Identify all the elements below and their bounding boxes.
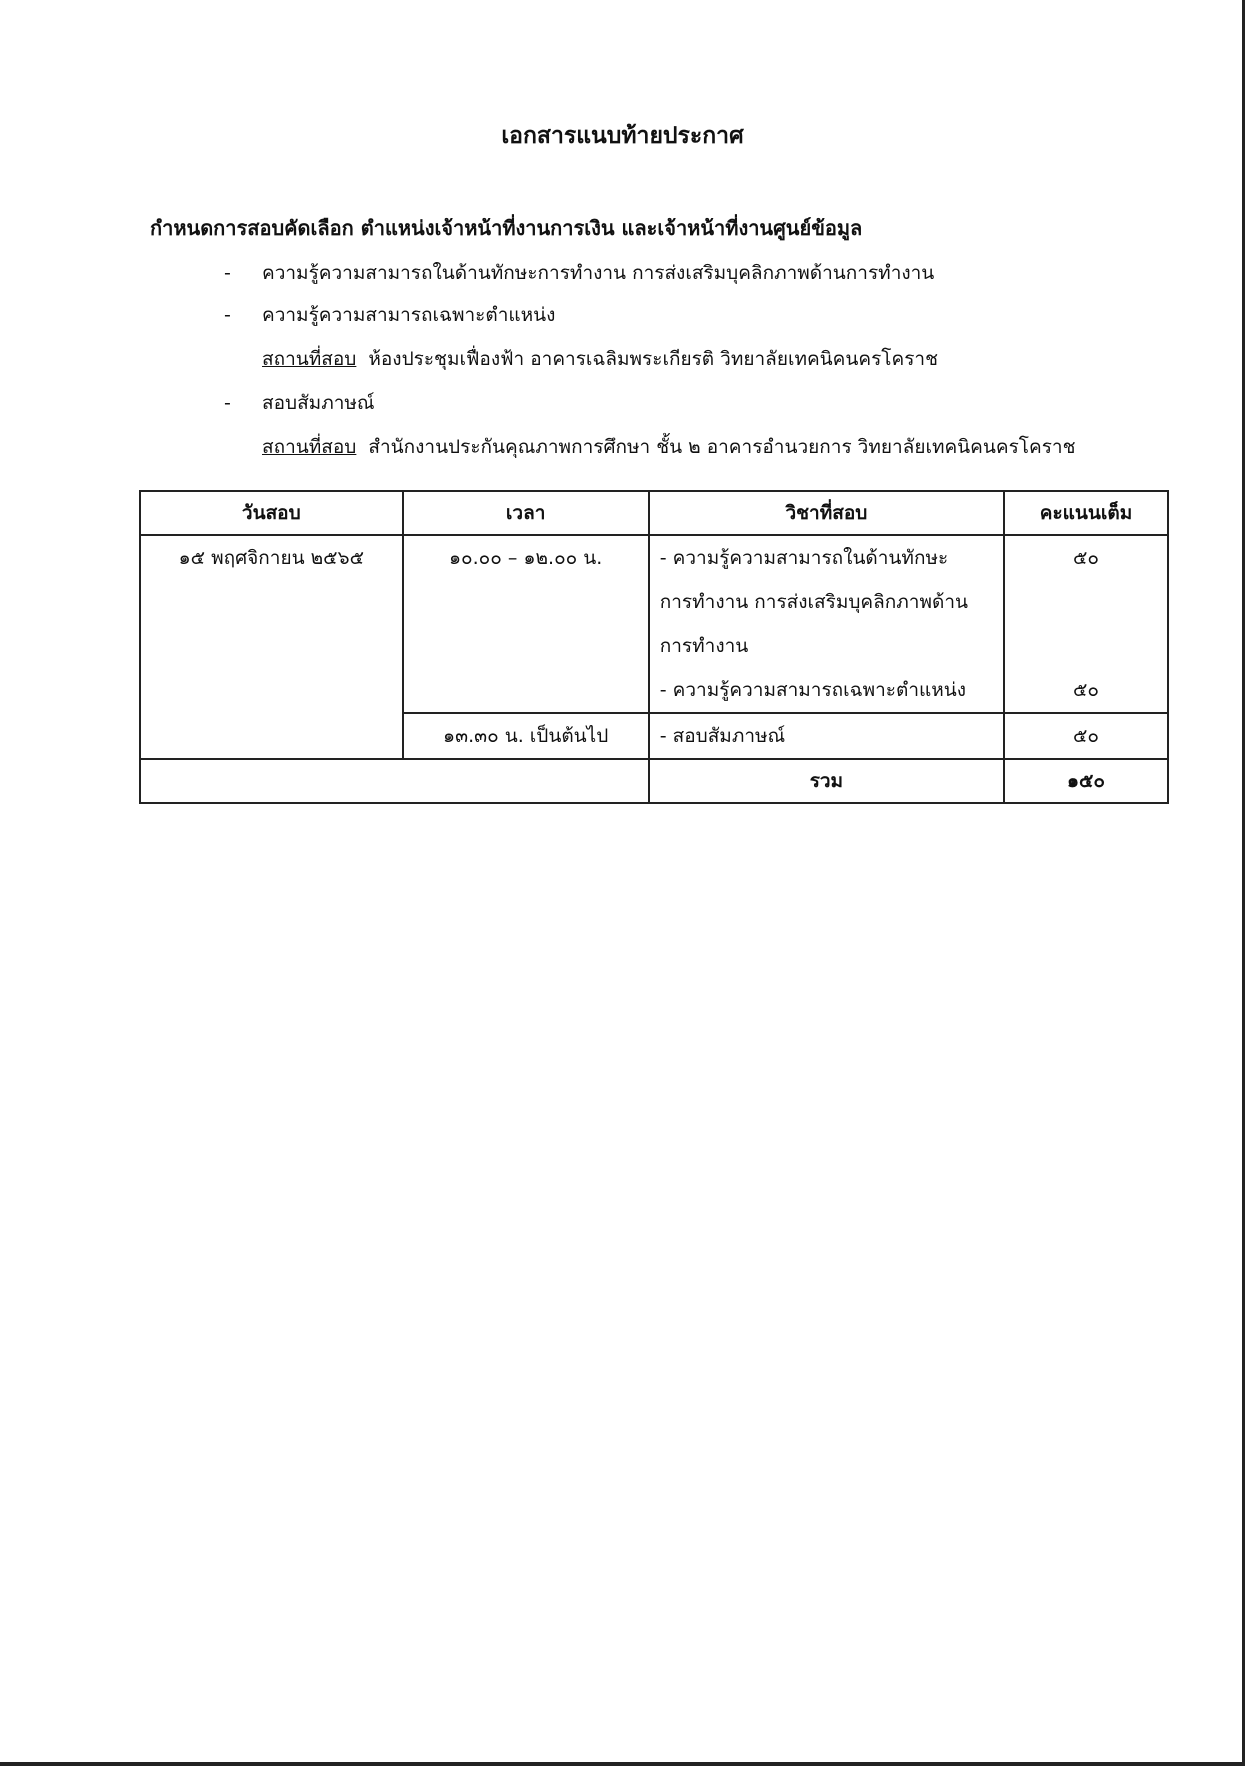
subject-line: - ความรู้ความสามารถในด้านทักษะ	[659, 547, 949, 569]
morning-score-cell	[1004, 535, 1168, 713]
list-item-position	[224, 300, 555, 330]
afternoon-subject-cell	[649, 713, 1004, 759]
list-item-text: ความรู้ความสามารถเฉพาะตำแหน่ง	[262, 304, 556, 326]
document-title: เอกสารแนบท้ายประกาศ	[501, 123, 744, 149]
venue-text: สำนักงานประกันคุณภาพการศึกษา ชั้น ๒ อาคารอำนวยการ วิทยาลัยเทคนิคนครโคราช	[368, 436, 1076, 458]
total-value: ๑๕๐	[1066, 770, 1106, 792]
afternoon-time-cell	[403, 713, 649, 759]
morning-subject-cell	[649, 535, 1004, 713]
venue-line-1	[262, 344, 938, 374]
subject-line: - สอบสัมภาษณ์	[659, 725, 786, 747]
total-label-cell	[649, 759, 1004, 803]
header-score: คะแนนเต็ม	[1004, 491, 1168, 535]
score-value	[1005, 624, 1167, 668]
list-item-text: ความรู้ความสามารถในด้านทักษะการทำงาน การส่งเสริมบุคลิกภาพด้านการทำงาน	[262, 262, 935, 284]
score-value: ๕๐	[1073, 547, 1099, 569]
list-item-skills	[224, 258, 934, 288]
list-dash: -	[224, 392, 231, 414]
table-row	[140, 535, 1168, 713]
header-time: เวลา	[403, 491, 649, 535]
morning-time: ๑๐.๐๐ – ๑๒.๐๐ น.	[448, 547, 603, 569]
header-subject: วิชาที่สอบ	[649, 491, 1004, 535]
total-label: รวม	[809, 770, 844, 792]
venue-line-2	[262, 432, 1075, 462]
score-value: ๕๐	[1073, 725, 1099, 747]
venue-label: สถานที่สอบ	[262, 436, 357, 458]
afternoon-time: ๑๓.๓๐ น. เป็นต้นไป	[443, 725, 609, 747]
header-date: วันสอบ	[140, 491, 403, 535]
subject-line: การทำงาน การส่งเสริมบุคลิกภาพด้าน	[659, 591, 968, 613]
venue-text: ห้องประชุมเฟื่องฟ้า อาคารเฉลิมพระเกียรติ วิทยาลัยเทคนิคนครโคราช	[368, 348, 938, 370]
subject-line: การทำงาน	[659, 635, 749, 657]
list-item-text: สอบสัมภาษณ์	[262, 392, 375, 414]
score-value: ๕๐	[1073, 679, 1099, 701]
exam-date-cell	[140, 535, 403, 759]
total-value-cell	[1004, 759, 1168, 803]
venue-label: สถานที่สอบ	[262, 348, 357, 370]
morning-time-cell	[403, 535, 649, 713]
table-header-row	[140, 491, 1168, 535]
subject-line: - ความรู้ความสามารถเฉพาะตำแหน่ง	[659, 679, 967, 701]
page-edge-bottom	[0, 1762, 1245, 1766]
afternoon-score-cell	[1004, 713, 1168, 759]
table-total-row	[140, 759, 1168, 803]
score-value	[1005, 580, 1167, 624]
list-dash: -	[224, 304, 231, 326]
exam-date: ๑๕ พฤศจิกายน ๒๕๖๕	[178, 547, 364, 569]
list-item-interview	[224, 388, 375, 418]
document-heading: กำหนดการสอบคัดเลือก ตำแหน่งเจ้าหน้าที่งานการเงิน และเจ้าหน้าที่งานศูนย์ข้อมูล	[150, 216, 863, 240]
list-dash: -	[224, 262, 231, 284]
exam-schedule-table	[139, 490, 1169, 804]
total-blank-cell	[140, 759, 649, 803]
